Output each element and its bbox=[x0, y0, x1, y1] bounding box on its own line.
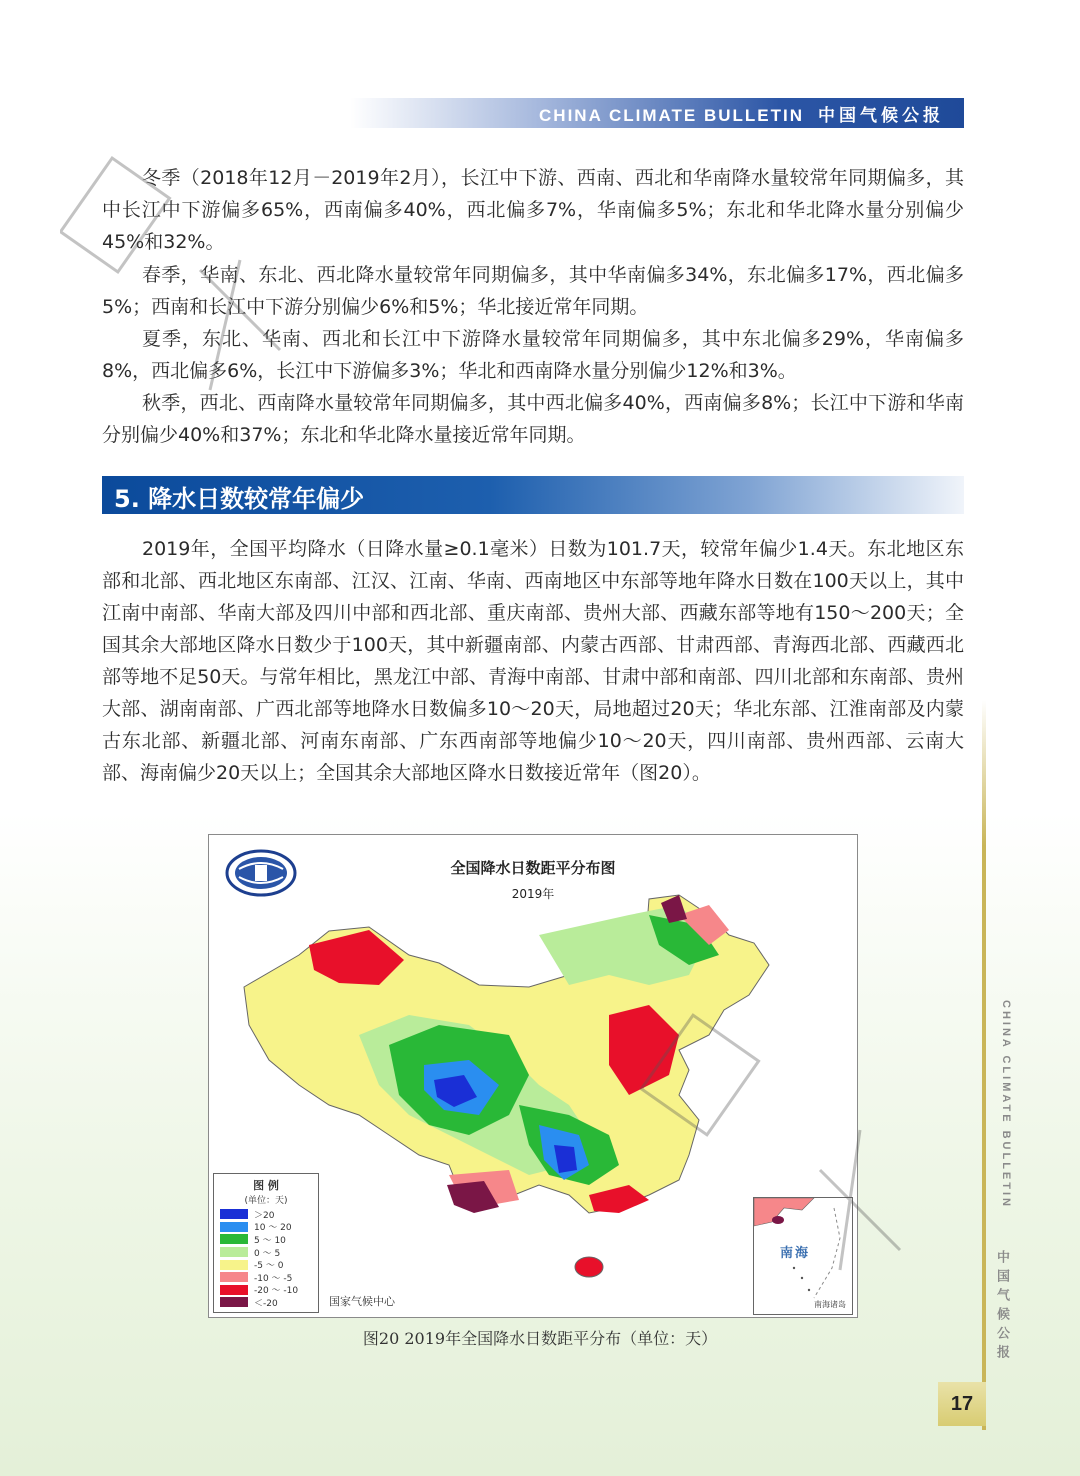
legend-swatch bbox=[220, 1260, 248, 1270]
legend-row bbox=[214, 1221, 318, 1234]
legend-row bbox=[214, 1271, 318, 1284]
map-title: 全国降水日数距平分布图 bbox=[450, 859, 616, 877]
paragraph-autumn: 秋季，西北、西南降水量较常年同期偏多，其中西北偏多40%，西南偏多8%；长江中下游和华南分别偏少40%和37%；东北和华北降水量接近常年同期。 bbox=[102, 392, 964, 446]
legend-swatch bbox=[220, 1247, 248, 1257]
south-china-sea-inset bbox=[753, 1197, 853, 1315]
section-body: 2019年，全国平均降水（日降水量≥0.1毫米）日数为101.7天，较常年偏少1.4天。东北地区东部和北部、西北地区东南部、江汉、江南、华南、西南地区中东部等地年降水日数在100天以上，其中江南中南部、华南大部及四川中部和西北部、重庆南部、贵州大部、西藏东部等地有150～200天；全国其余大部地区降水日数少于100天，其中新疆南部、内蒙古西部、甘肃西部、青海西北部、西藏西北部等地不足50天。与常年相比，黑龙江中部、青海中南部、甘肃中部和南部、四川北部和东南部、贵州大部、湖南南部、广西北部等地降水日数偏多10～20天，局地超过20天；华北东部、江淮南部及内蒙古东北部、新疆北部、河南东南部、广东西南部等地偏少10～20天，四川南部、贵州西部、云南大部、海南偏少20天以上；全国其余大部地区降水日数接近常年（图20）。 bbox=[102, 538, 964, 784]
legend-swatch bbox=[220, 1209, 248, 1219]
map-source: 国家气候中心 bbox=[329, 1295, 395, 1308]
figure-caption: 图20 2019年全国降水日数距平分布（单位：天） bbox=[362, 1329, 718, 1348]
legend-row bbox=[214, 1296, 318, 1309]
side-title-cn: 中国气候公报 bbox=[994, 1250, 1009, 1364]
legend-row bbox=[214, 1208, 318, 1221]
legend-swatch bbox=[220, 1272, 248, 1282]
map-year: 2019年 bbox=[511, 887, 555, 901]
legend-label: -10 ～ -5 bbox=[254, 1273, 293, 1284]
legend-label: 0 ～ 5 bbox=[254, 1248, 281, 1259]
legend-label: -20 ～ -10 bbox=[254, 1286, 299, 1297]
section-title: 5. 降水日数较常年偏少 bbox=[114, 485, 365, 513]
inset-scale: 南海诸岛 bbox=[814, 1300, 846, 1309]
precipitation-days-map bbox=[208, 834, 858, 1318]
paragraph-spring: 春季，华南、东北、西北降水量较常年同期偏多，其中华南偏多34%，东北偏多17%，西北偏多5%；西南和长江中下游分别偏少6%和5%；华北接近常年同期。 bbox=[102, 264, 964, 318]
legend-swatch bbox=[220, 1222, 248, 1232]
legend-swatch bbox=[220, 1285, 248, 1295]
inset-label: 南海 bbox=[780, 1246, 811, 1261]
side-strip bbox=[982, 700, 986, 1430]
legend-unit: (单位：天) bbox=[244, 1196, 288, 1206]
legend-title: 图 例 bbox=[253, 1179, 279, 1192]
side-title-en: CHINA CLIMATE BULLETIN bbox=[1000, 1000, 1012, 1209]
header-title-cn: 中国气候公报 bbox=[818, 106, 944, 126]
legend-row bbox=[214, 1284, 318, 1297]
legend-row bbox=[214, 1246, 318, 1259]
legend-swatch bbox=[220, 1297, 248, 1307]
paragraph-winter: 冬季（2018年12月－2019年2月），长江中下游、西南、西北和华南降水量较常年同期偏多，其中长江中下游偏多65%，西南偏多40%，西北偏多7%，华南偏多5%；东北和华北降水量分别偏少45%和32%。 bbox=[102, 167, 964, 253]
legend-row bbox=[214, 1233, 318, 1246]
legend-label: -5 ～ 0 bbox=[254, 1261, 284, 1272]
section-heading-bar bbox=[102, 476, 964, 514]
page-number: 17 bbox=[938, 1382, 986, 1426]
legend-label: 5 ～ 10 bbox=[254, 1235, 286, 1246]
header-title bbox=[539, 101, 944, 126]
legend-row bbox=[214, 1258, 318, 1271]
map-legend bbox=[213, 1173, 319, 1313]
paragraph-summer: 夏季，东北、华南、西北和长江中下游降水量较常年同期偏多，其中东北偏多29%，华南偏多8%，西北偏多6%，长江中下游偏多3%；华北和西南降水量分别偏少12%和3%。 bbox=[102, 328, 964, 382]
legend-swatch bbox=[220, 1234, 248, 1244]
legend-label: ＞20 bbox=[254, 1210, 275, 1221]
header-title-en: CHINA CLIMATE BULLETIN bbox=[539, 106, 804, 125]
legend-label: 10 ～ 20 bbox=[254, 1223, 292, 1234]
header-bar bbox=[350, 98, 964, 128]
legend-label: ＜-20 bbox=[254, 1298, 278, 1309]
